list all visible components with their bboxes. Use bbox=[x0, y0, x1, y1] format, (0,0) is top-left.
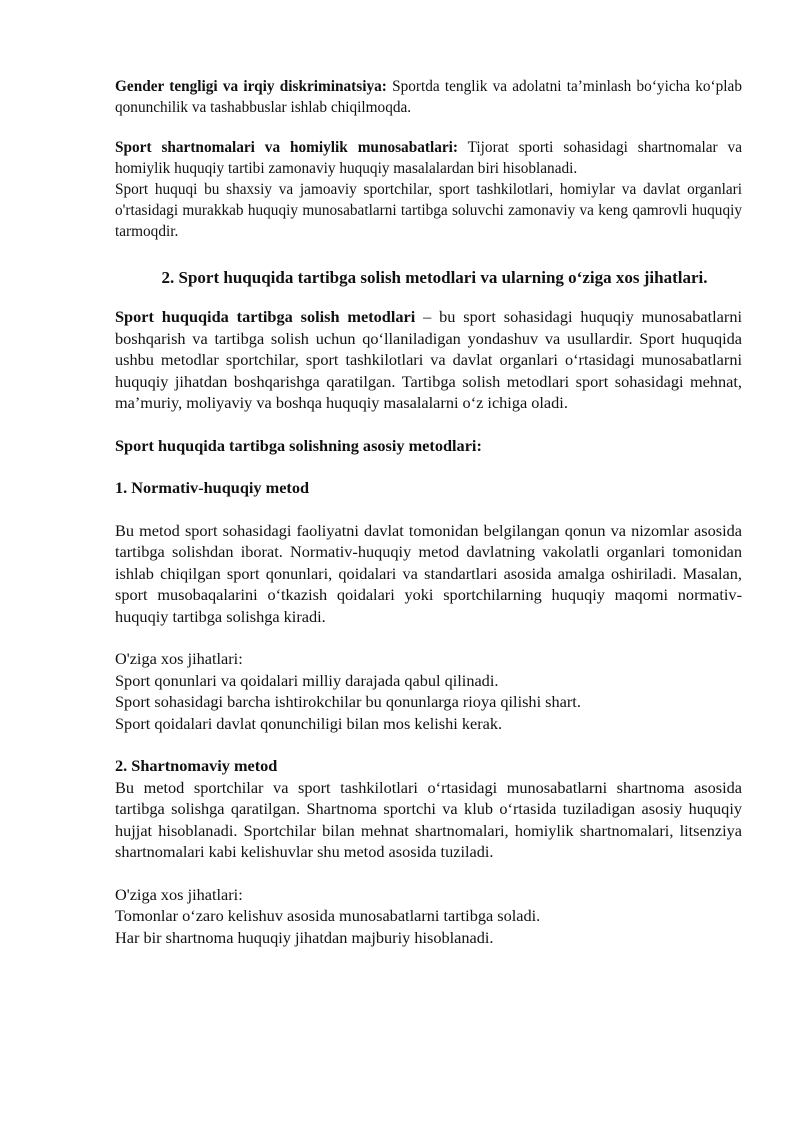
definition-text: – bu sport sohasidagi huquqiy munosabatlarni boshqarish va tartibga solish uchun qo‘llaniladigan yondashuv va usullardir. Sport huquqida ushbu metodlar sportchilar, sport tashkilotlari va davlat organlari o‘rtasidagi munosabatlarni huquqiy jihatdan boshqarishga qaratilgan. Tartibga solish metodlari sport sohasidagi mehnat, ma’muriy, moliyaviy va boshqa huquqiy masalalarni o‘z ichiga oladi. bbox=[115, 307, 742, 412]
method2-feature-item: Tomonlar o‘zaro kelishuv asosida munosabatlarni tartibga soladi. bbox=[115, 906, 541, 925]
method1-text: Bu metod sport sohasidagi faoliyatni davlat tomonidan belgilangan qonun va nizomlar asosida tartibga solishdan iborat. Normativ-huquqiy metod davlatning vakolatli organlari tomonidan ishlab chiqilgan sport qonunlari, qoidalari va standartlari asosida amalga oshiriladi. Masalan, sport musobaqalarini o‘tkazish qoidalari yoki sportchilarning huquqiy maqomi normativ-huquqiy tartibga solishga kiradi. bbox=[115, 520, 742, 626]
definition-term: Sport huquqida tartibga solish metodlari bbox=[115, 307, 416, 326]
method1-features-title: O'ziga xos jihatlari: bbox=[115, 649, 243, 668]
definition-paragraph bbox=[115, 306, 742, 414]
method1-feature-item: Sport qoidalari davlat qonunchiligi bilan mos kelishi kerak. bbox=[115, 713, 503, 733]
method1-title: 1. Normativ-huquqiy metod bbox=[115, 478, 310, 497]
gender-equality-title: Gender tengligi va irqiy diskriminatsiya: bbox=[115, 78, 387, 95]
method2-feature-item: Har bir shartnoma huquqiy jihatdan majburiy hisoblanadi. bbox=[115, 927, 494, 947]
summary-paragraph: Sport huquqi bu shaxsiy va jamoaviy sportchilar, sport tashkilotlari, homiylar va davlat organlari o'rtasidagi murakkab huquqiy munosabatlarni tartibga soluvchi zamonaviy va keng qamrovli huquqiy tarmoqdir. bbox=[115, 181, 742, 240]
contracts-title: Sport shartnomalari va homiylik munosabatlari: bbox=[115, 139, 458, 156]
method2-features-title: O'ziga xos jihatlari: bbox=[115, 884, 243, 904]
method1-feature-item: Sport sohasidagi barcha ishtirokchilar bu qonunlarga rioya qilishi shart. bbox=[115, 692, 581, 711]
section-heading: 2. Sport huquqida tartibga solish metodlari va ularning o‘ziga xos jihatlari. bbox=[161, 268, 708, 287]
method2-title: 2. Shartnomaviy metod bbox=[115, 756, 278, 775]
contracts-text: Tijorat sporti sohasidagi shartnomalar va homiylik huquqiy tartibi zamonaviy huquqiy masalalardan biri hisoblanadi. bbox=[115, 139, 742, 177]
method1-feature-item: Sport qonunlari va qoidalari milliy darajada qabul qilinadi. bbox=[115, 670, 499, 690]
method2-text: Bu metod sportchilar va sport tashkilotlari o‘rtasidagi munosabatlarni shartnoma asosida tartibga solishga qaratilgan. Shartnoma sportchi va klub o‘rtasida tuziladigan asosiy huquqiy hujjat hisoblanadi. Sportchilar bilan mehnat shartnomalari, homiylik shartnomalari, litsenziya shartnomalari kabi kelishuvlar shu metod asosida tuziladi. bbox=[115, 777, 742, 861]
document-page bbox=[115, 76, 742, 948]
contracts-paragraph bbox=[115, 137, 742, 179]
main-methods-title: Sport huquqida tartibga solishning asosiy metodlari: bbox=[115, 435, 482, 455]
gender-equality-paragraph bbox=[115, 76, 742, 118]
gender-equality-text: Sportda tenglik va adolatni ta’minlash bo‘yicha ko‘plab qonunchilik va tashabbuslar ishlab chiqilmoqda. bbox=[115, 78, 742, 116]
